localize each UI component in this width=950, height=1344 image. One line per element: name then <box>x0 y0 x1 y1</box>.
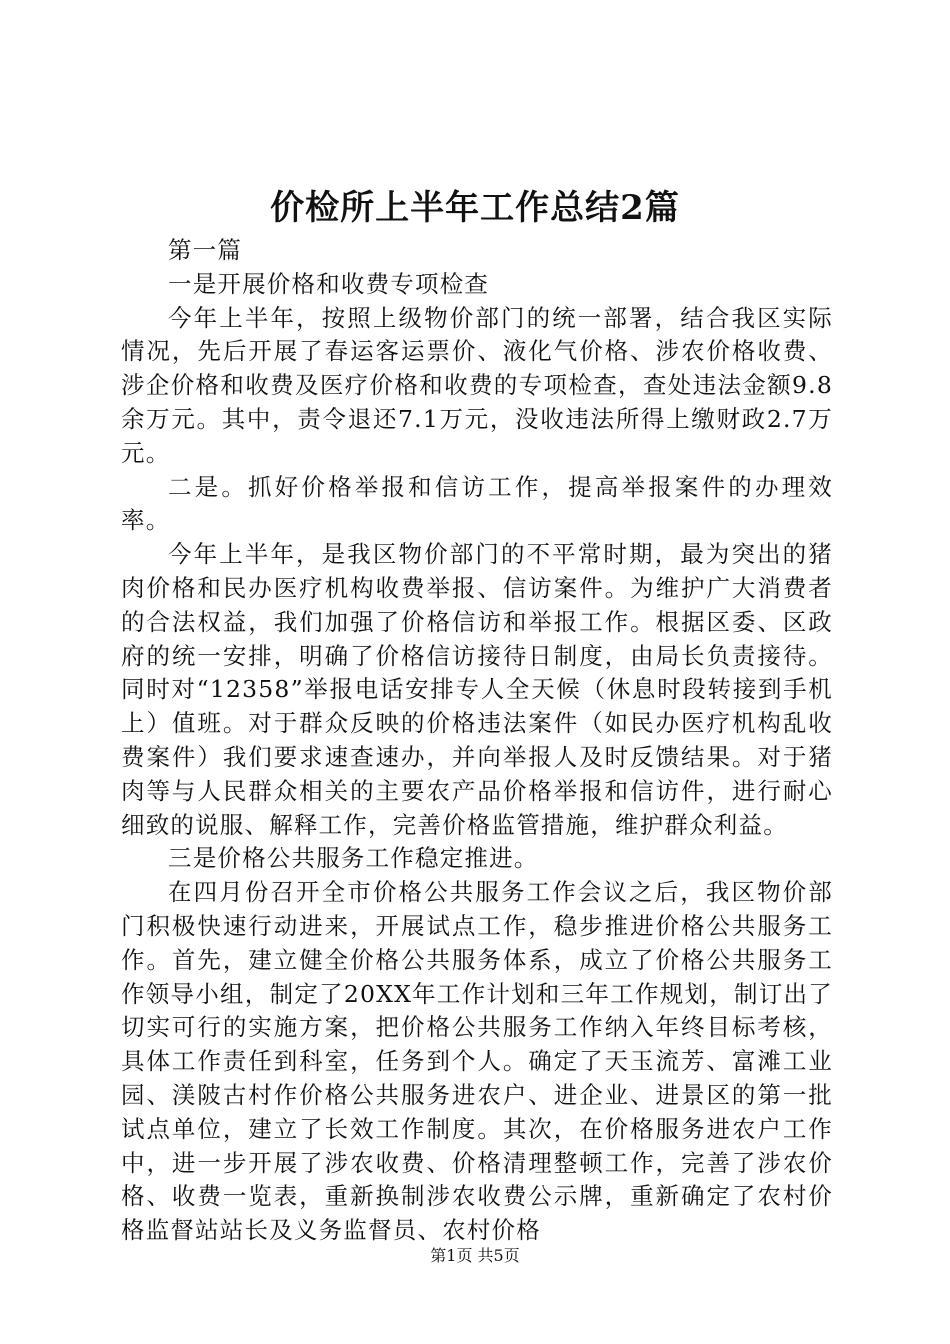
paragraph-4: 今年上半年，是我区物价部门的不平常时期，最为突出的猪肉价格和民办医疗机构收费举报、信访案件。为维护广大消费者的合法权益，我们加强了价格信访和举报工作。根据区委、区政府的统一安排，明确了价格信访接待日制度，由局长负责接待。同时对“12358”举报电话安排专人全天候（休息时段转接到手机上）值班。对于群众反映的价格违法案件（如民办医疗机构乱收费案件）我们要求速查速办，并向举报人及时反馈结果。对于猪肉等与人民群众相关的主要农产品价格举报和信访件，进行耐心细致的说服、解释工作，完善价格监管措施，维护群众利益。 <box>121 540 833 839</box>
paragraph-6: 在四月份召开全市价格公共服务工作会议之后，我区物价部门积极快速行动进来，开展试点工作，稳步推进价格公共服务工作。首先，建立健全价格公共服务体系，成立了价格公共服务工作领导小组，制定了20XX年工作计划和三年工作规划，制订出了切实可行的实施方案，把价格公共服务工作纳入年终目标考核，具体工作责任到科室，任务到个人。确定了天玉流芳、富滩工业园、渼陂古村作价格公共服务进农户、进企业、进景区的第一批试点单位，建立了长效工作制度。其次，在价格服务进农户工作中，进一步开展了涉农收费、价格清理整顿工作，完善了涉农价格、收费一览表，重新换制涉农收费公示牌，重新确定了农村价格监督站站长及义务监督员、农村价格 <box>121 878 833 1245</box>
paragraph-2: 今年上半年，按照上级物价部门的统一部署，结合我区实际情况，先后开展了春运客运票价、液化气价格、涉农价格收费、涉企价格和收费及医疗价格和收费的专项检查，查处违法金额9.8余万元。其中，责令退还7.1万元，没收违法所得上缴财政2.7万元。 <box>121 303 833 467</box>
paragraph-3: 二是。抓好价格举报和信访工作，提高举报案件的办理效率。 <box>121 472 833 535</box>
paragraph-5: 三是价格公共服务工作稳定推进。 <box>168 844 539 873</box>
page-footer: 第1页 共5页 <box>430 1246 520 1265</box>
document-body <box>121 234 833 1248</box>
paragraph-1: 一是开展价格和收费专项检查 <box>168 269 490 298</box>
document-title: 价检所上半年工作总结2篇 <box>270 188 680 228</box>
section-heading: 第一篇 <box>168 236 243 264</box>
